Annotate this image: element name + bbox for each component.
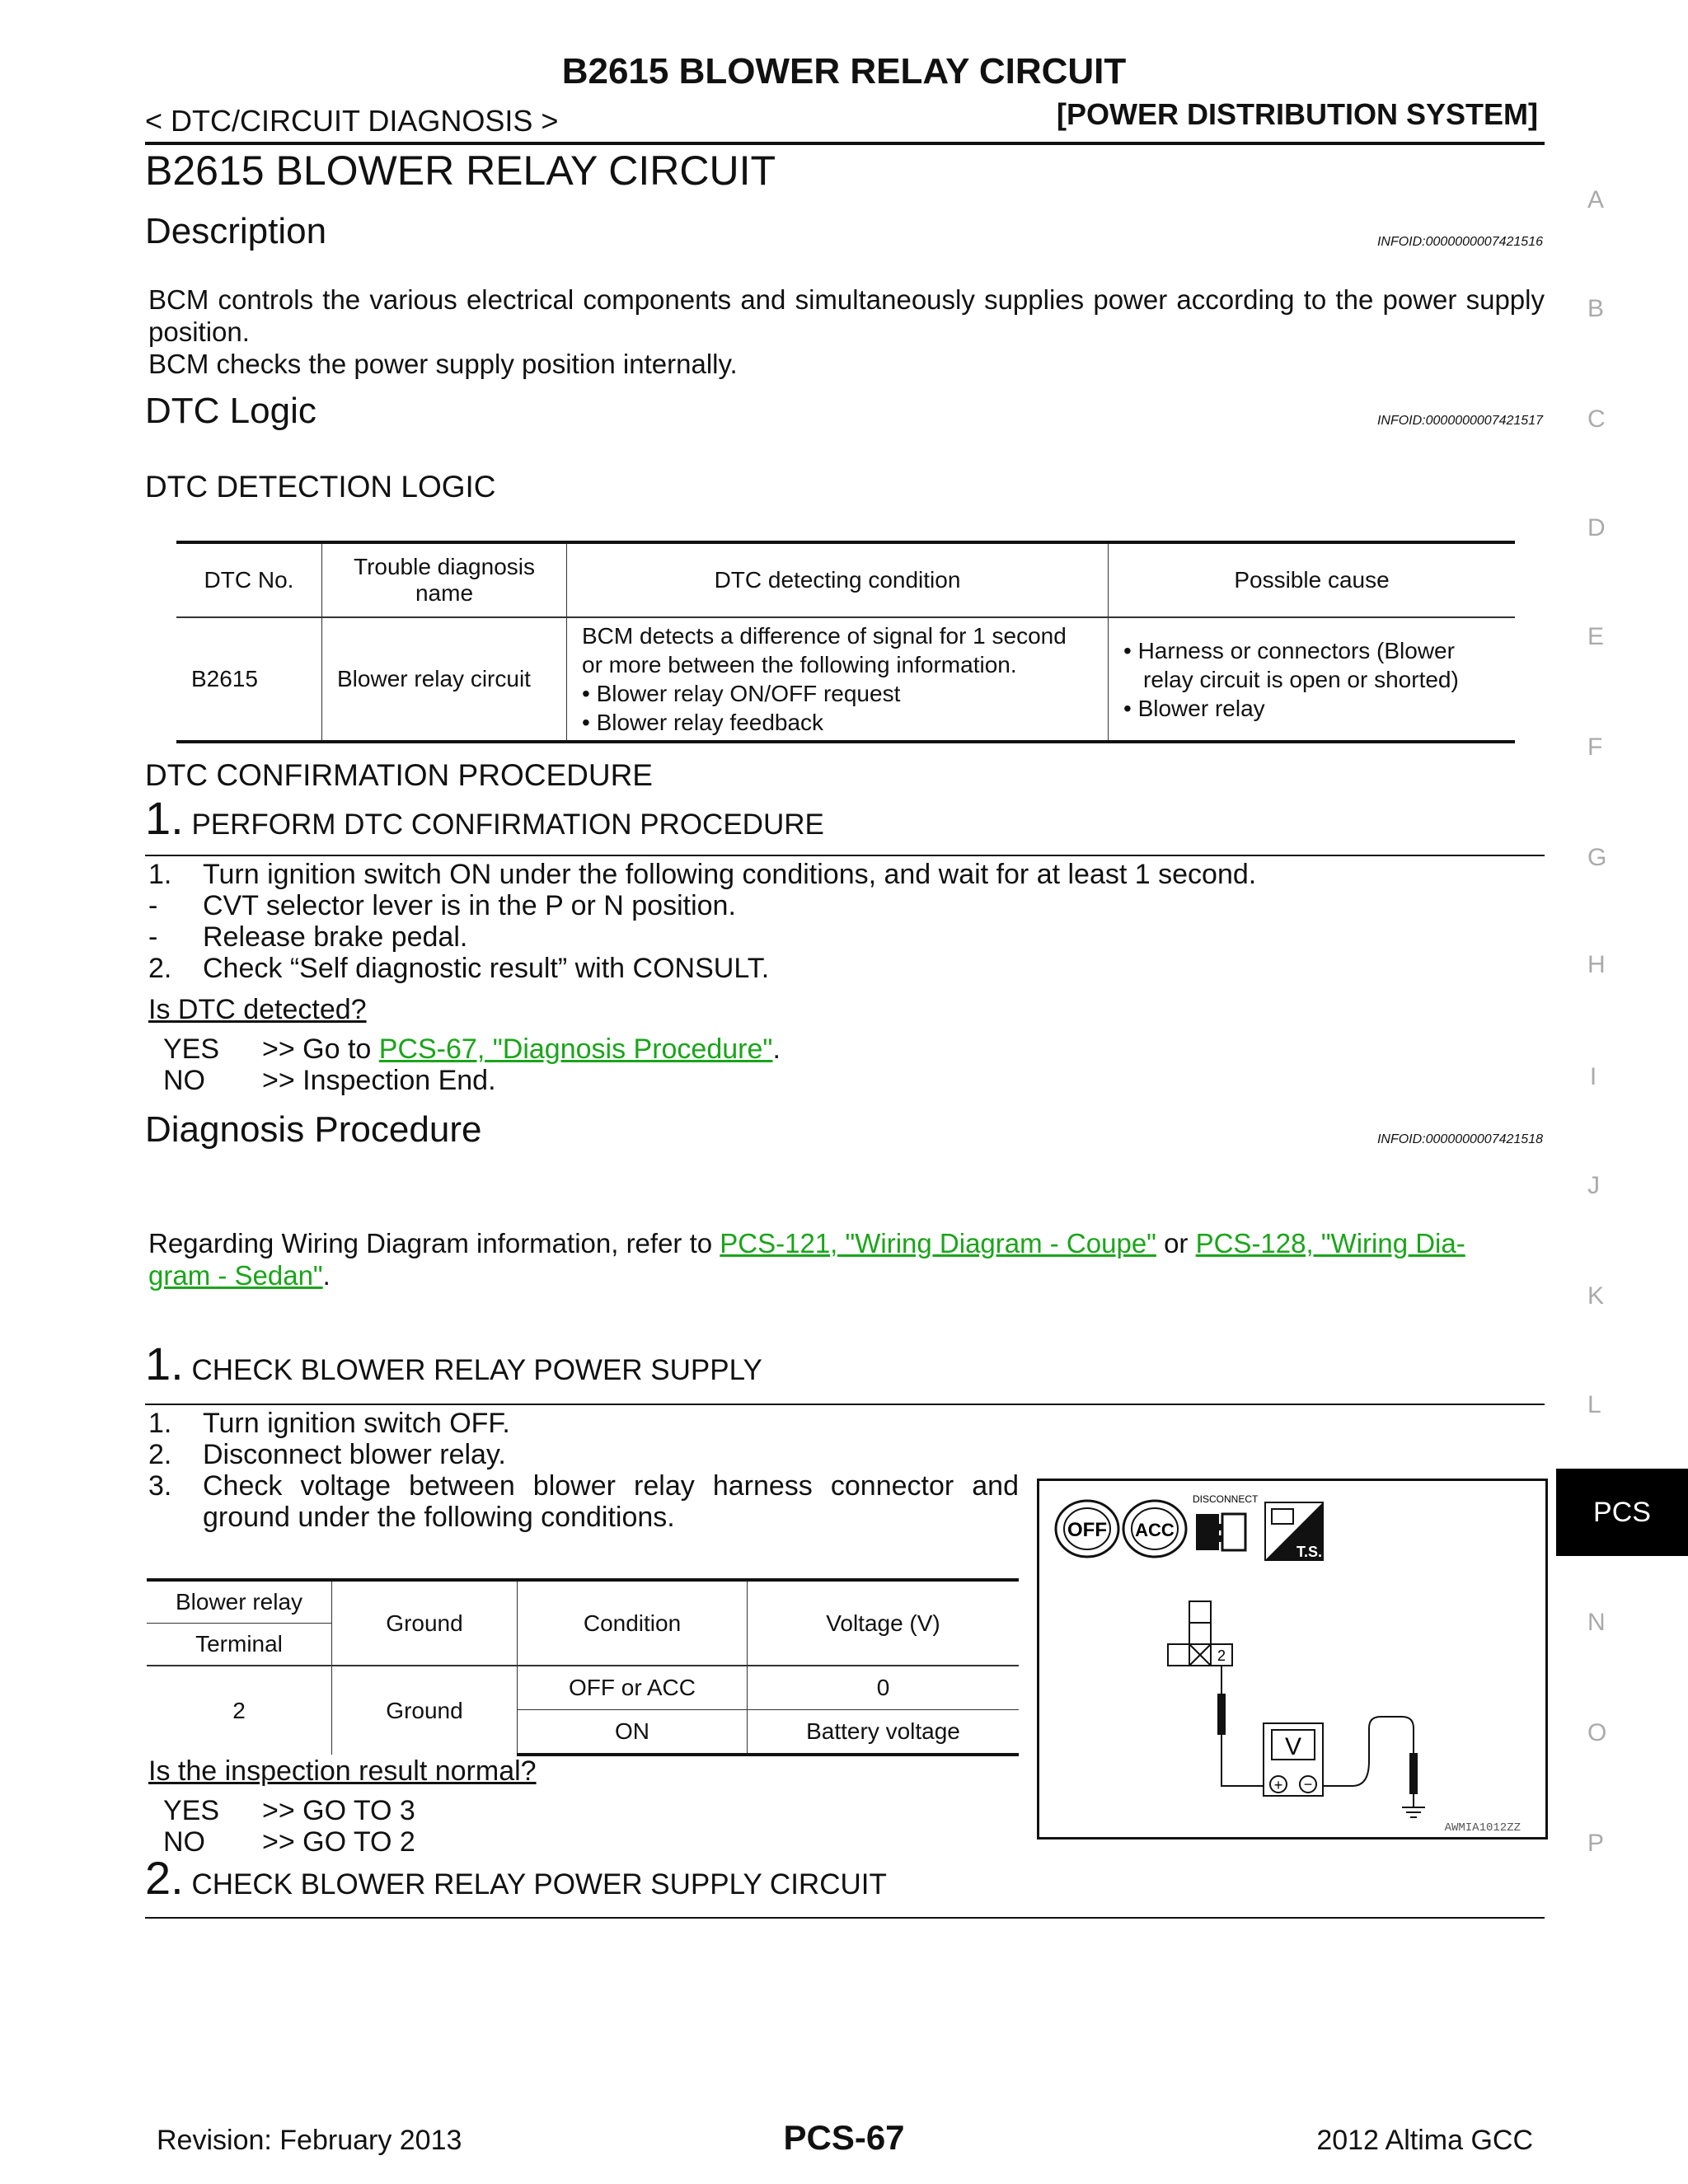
list-item	[148, 1408, 1019, 1439]
possible-cause-cell	[1109, 617, 1516, 742]
step-number: 1.	[145, 792, 184, 844]
table-row	[176, 617, 1515, 742]
answer-no	[163, 1065, 781, 1096]
list-marker: 2.	[148, 1439, 172, 1470]
answer-text: >> Inspection End.	[262, 1065, 496, 1096]
list-marker: 2.	[148, 953, 172, 984]
blower-relay-connector	[1168, 1601, 1232, 1666]
answer-prefix: >> Go to	[262, 1033, 379, 1065]
description-line-2: BCM checks the power supply position internally.	[148, 349, 738, 379]
ground-cell: Ground	[332, 1666, 518, 1755]
description-line-1: BCM controls the various electrical components and simultaneously supplies power according to the power supply position.	[148, 284, 1545, 347]
step-title: CHECK BLOWER RELAY POWER SUPPLY CIRCUIT	[191, 1868, 887, 1900]
column-header: Possible cause	[1109, 542, 1516, 617]
description-infoid: INFOID:0000000007421516	[1376, 235, 1543, 249]
list-marker: -	[148, 921, 158, 953]
meter-label: V	[1284, 1733, 1302, 1760]
voltage-cell: Battery voltage	[748, 1710, 1020, 1755]
side-tab-k[interactable]: K	[1587, 1282, 1605, 1310]
side-tab-e[interactable]: E	[1587, 623, 1605, 650]
off-label: OFF	[1067, 1519, 1107, 1541]
condition-bullet: • Blower relay ON/OFF request	[582, 681, 901, 706]
diagnosis-procedure-link[interactable]: PCS-67, "Diagnosis Procedure"	[378, 1033, 773, 1065]
list-item	[148, 1470, 1019, 1533]
ignition-off-icon	[1056, 1501, 1118, 1557]
answer-text: >> GO TO 3	[262, 1795, 415, 1826]
pin-label: 2	[1217, 1647, 1226, 1664]
column-header: Terminal	[147, 1624, 332, 1666]
wiring-reference	[148, 1227, 1545, 1291]
condition-intro: BCM detects a difference of signal for 1 second or more between the following information.	[582, 623, 1067, 677]
list-text: Check “Self diagnostic result” with CONSULT.	[203, 953, 770, 984]
figure-code: AWMIA1012ZZ	[1444, 1821, 1521, 1835]
answer-key: YES	[163, 1795, 220, 1826]
side-tab-i[interactable]: I	[1589, 1063, 1597, 1090]
page-header-title: B2615 BLOWER RELAY CIRCUIT	[561, 51, 1127, 91]
table-header-row	[176, 542, 1515, 617]
circuit-diagram	[1039, 1481, 1545, 1837]
acc-label: ACC	[1135, 1520, 1175, 1540]
dtc-detection-table	[176, 541, 1515, 743]
column-header: Condition	[518, 1580, 748, 1666]
minus-label: −	[1303, 1776, 1313, 1793]
wiring-diagram-coupe-link[interactable]: PCS-121, "Wiring Diagram - Coupe"	[720, 1228, 1156, 1258]
description-text	[148, 284, 1545, 380]
footer-model: 2012 Altima GCC	[1316, 2125, 1533, 2156]
step1-answers	[163, 1795, 415, 1858]
wiring-diagram-sedan-link[interactable]: gram - Sedan"	[148, 1260, 323, 1291]
answer-key: NO	[163, 1826, 205, 1858]
list-marker: 1.	[148, 1408, 172, 1439]
voltage-check-table	[147, 1578, 1019, 1756]
step-title: PERFORM DTC CONFIRMATION PROCEDURE	[191, 808, 824, 841]
side-tab-n[interactable]: N	[1587, 1609, 1606, 1636]
disconnect-label: DISCONNECT	[1193, 1493, 1259, 1505]
side-tab-f[interactable]: F	[1587, 733, 1603, 761]
column-header: DTC detecting condition	[567, 542, 1109, 617]
side-tab-c[interactable]: C	[1587, 405, 1606, 433]
detecting-condition-cell	[567, 617, 1109, 742]
answer-key: NO	[163, 1065, 205, 1096]
voltmeter-icon	[1264, 1723, 1323, 1796]
terminal-cell: 2	[147, 1666, 332, 1755]
side-tab-h[interactable]: H	[1587, 951, 1606, 978]
list-item	[148, 921, 1541, 953]
ignition-acc-icon	[1123, 1501, 1186, 1557]
table-header-row	[147, 1580, 1019, 1624]
trouble-name-cell: Blower relay circuit	[322, 617, 567, 742]
reference-text: .	[322, 1260, 331, 1291]
side-tab-g[interactable]: G	[1587, 844, 1607, 871]
list-text: Turn ignition switch ON under the following conditions, and wait for at least 1 second.	[203, 859, 1257, 890]
system-label: [POWER DISTRIBUTION SYSTEM]	[1057, 97, 1538, 131]
voltage-check-figure	[1037, 1479, 1548, 1840]
reference-text: or	[1156, 1228, 1196, 1258]
step-divider	[145, 855, 1545, 856]
voltage-cell: 0	[748, 1666, 1020, 1710]
cause-bullet: • Blower relay	[1123, 695, 1265, 721]
side-tab-a[interactable]: A	[1587, 186, 1605, 213]
confirm-answers	[163, 1033, 781, 1096]
dtc-detected-question: Is DTC detected?	[148, 994, 367, 1025]
side-tab-l[interactable]: L	[1587, 1391, 1601, 1418]
inspection-question: Is the inspection result normal?	[148, 1755, 537, 1787]
dtc-detection-logic-heading: DTC DETECTION LOGIC	[145, 470, 496, 504]
side-tab-p[interactable]: P	[1587, 1830, 1605, 1857]
condition-cell: ON	[518, 1710, 748, 1755]
list-item	[148, 953, 1541, 984]
footer-revision: Revision: February 2013	[157, 2125, 462, 2156]
column-header: Trouble diagnosis name	[322, 542, 567, 617]
list-text: Check voltage between blower relay harness connector and ground under the following conditions.	[203, 1470, 1019, 1533]
dtc-confirmation-heading: DTC CONFIRMATION PROCEDURE	[145, 758, 653, 792]
side-tab-j[interactable]: J	[1587, 1172, 1600, 1199]
answer-key: YES	[163, 1033, 220, 1065]
list-marker: 1.	[148, 859, 172, 890]
dtc-logic-infoid: INFOID:0000000007421517	[1376, 414, 1543, 428]
confirm-procedure-list	[148, 859, 1541, 984]
list-text: Release brake pedal.	[203, 921, 468, 953]
condition-bullet: • Blower relay feedback	[582, 710, 824, 735]
list-item	[148, 890, 1541, 921]
wiring-diagram-sedan-link[interactable]: PCS-128, "Wiring Dia-	[1195, 1228, 1465, 1258]
answer-yes	[163, 1033, 781, 1065]
diagnosis-procedure-heading: Diagnosis Procedure	[145, 1109, 482, 1150]
header-divider	[145, 142, 1545, 145]
column-header: Blower relay	[147, 1580, 332, 1624]
table-row	[147, 1666, 1019, 1710]
answer-yes	[163, 1795, 415, 1826]
step1-heading	[145, 1337, 762, 1390]
disconnect-icon	[1193, 1493, 1259, 1550]
column-header: Ground	[332, 1580, 518, 1666]
side-tab-d[interactable]: D	[1587, 514, 1606, 541]
column-header: DTC No.	[176, 542, 322, 617]
side-tab-b[interactable]: B	[1587, 295, 1605, 322]
list-item	[148, 1439, 1019, 1470]
step-divider	[145, 1404, 1545, 1405]
plus-label: +	[1273, 1777, 1283, 1793]
ts-label: T.S.	[1296, 1544, 1323, 1560]
answer-text: >> GO TO 2	[262, 1826, 415, 1858]
side-tab-o[interactable]: O	[1587, 1719, 1607, 1746]
list-text: Disconnect blower relay.	[203, 1439, 506, 1470]
side-tab-pcs[interactable]: PCS	[1556, 1469, 1688, 1556]
step-number: 1.	[145, 1338, 184, 1390]
step1-list	[148, 1408, 1019, 1533]
cause-bullet: • Harness or connectors (Blower relay circuit is open or shorted)	[1123, 637, 1459, 692]
diagnosis-infoid: INFOID:0000000007421518	[1376, 1132, 1543, 1146]
column-header: Voltage (V)	[748, 1580, 1020, 1666]
dtc-logic-heading: DTC Logic	[145, 391, 316, 431]
dtc-number-cell: B2615	[176, 617, 322, 742]
answer-suffix: .	[772, 1033, 781, 1065]
list-text: CVT selector lever is in the P or N position.	[203, 890, 736, 921]
list-item	[148, 859, 1541, 890]
description-heading: Description	[145, 211, 327, 251]
confirm-step-heading	[145, 791, 824, 845]
step-divider	[145, 1917, 1545, 1919]
footer-page-number: PCS-67	[783, 2118, 905, 2157]
answer-text	[262, 1033, 781, 1065]
reference-text: Regarding Wiring Diagram information, refer to	[148, 1228, 720, 1258]
step-number: 2.	[145, 1852, 184, 1904]
test-status-icon	[1265, 1502, 1323, 1560]
page-title: B2615 BLOWER RELAY CIRCUIT	[145, 148, 776, 194]
condition-cell: OFF or ACC	[518, 1666, 748, 1710]
breadcrumb: < DTC/CIRCUIT DIAGNOSIS >	[145, 104, 559, 138]
step2-heading	[145, 1851, 887, 1905]
list-marker: 3.	[148, 1470, 172, 1502]
list-text: Turn ignition switch OFF.	[203, 1408, 510, 1439]
step-title: CHECK BLOWER RELAY POWER SUPPLY	[191, 1354, 762, 1386]
list-marker: -	[148, 890, 158, 921]
